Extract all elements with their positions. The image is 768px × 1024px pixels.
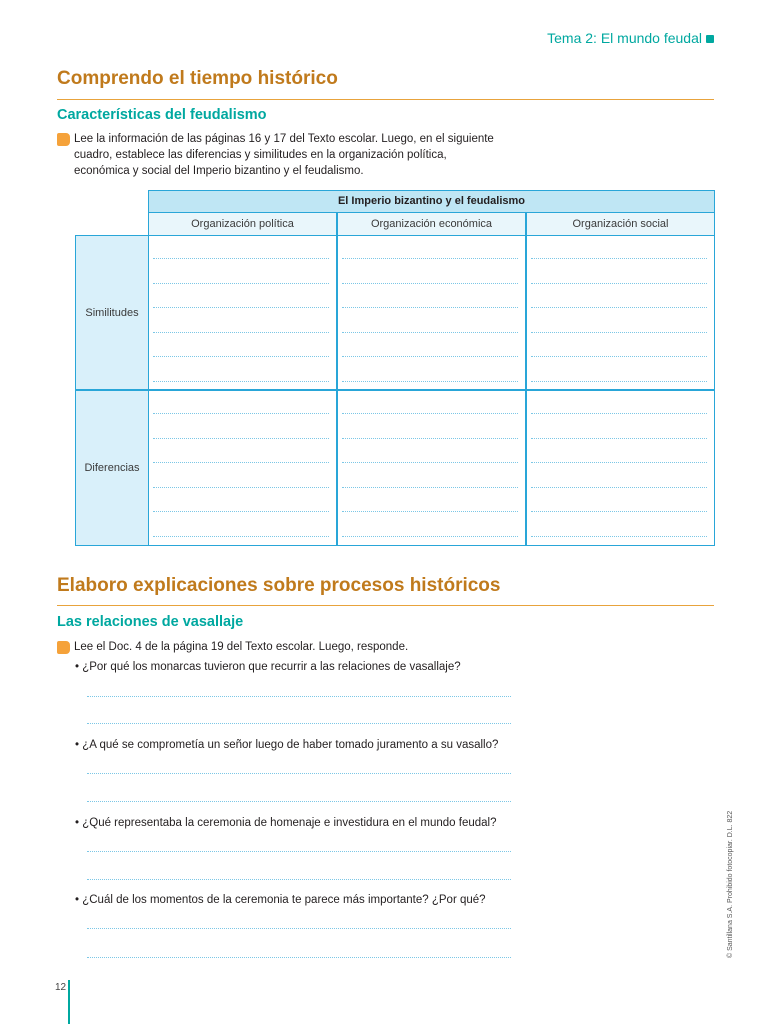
question-4: • ¿Cuál de los momentos de la ceremonia te parece más importante? ¿Por qué? bbox=[75, 894, 486, 906]
column-header-economica: Organización económica bbox=[337, 212, 526, 236]
writing-line bbox=[531, 536, 707, 537]
answer-line[interactable] bbox=[87, 723, 511, 724]
writing-line bbox=[342, 487, 518, 488]
instruction-line: cuadro, establece las diferencias y similitudes en la organización política, bbox=[74, 149, 447, 161]
page-number: 12 bbox=[55, 982, 67, 993]
writing-line bbox=[153, 307, 329, 308]
writing-line bbox=[531, 283, 707, 284]
writing-line bbox=[531, 258, 707, 259]
table-title: El Imperio bizantino y el feudalismo bbox=[148, 190, 715, 213]
answer-line[interactable] bbox=[87, 879, 511, 880]
writing-line bbox=[531, 487, 707, 488]
question-3: • ¿Qué representaba la ceremonia de homenaje e investidura en el mundo feudal? bbox=[75, 817, 497, 829]
instruction-text: Lee el Doc. 4 de la página 19 del Texto escolar. Luego, responde. bbox=[74, 641, 409, 653]
copyright-notice: © Santillana S.A. Prohibido fotocopiar. D.L. 822 bbox=[727, 810, 734, 958]
writing-line bbox=[153, 413, 329, 414]
writing-line bbox=[342, 413, 518, 414]
instruction-line: Lee la información de las páginas 16 y 17 del Texto escolar. Luego, en el siguiente bbox=[74, 133, 494, 145]
writing-line bbox=[342, 438, 518, 439]
activity-bullet-icon bbox=[57, 133, 70, 146]
writing-line bbox=[153, 356, 329, 357]
writing-line bbox=[153, 283, 329, 284]
writing-line bbox=[342, 307, 518, 308]
writing-line bbox=[342, 462, 518, 463]
writing-line bbox=[531, 356, 707, 357]
instruction-text bbox=[74, 131, 514, 179]
answer-line[interactable] bbox=[87, 696, 511, 697]
topic-marker-square bbox=[706, 35, 714, 43]
writing-line bbox=[153, 536, 329, 537]
writing-line bbox=[153, 462, 329, 463]
writing-line bbox=[531, 413, 707, 414]
column-header-social: Organización social bbox=[526, 212, 715, 236]
question-2: • ¿A qué se comprometía un señor luego de haber tomado juramento a su vasallo? bbox=[75, 739, 499, 751]
answer-line[interactable] bbox=[87, 773, 511, 774]
answer-line[interactable] bbox=[87, 928, 511, 929]
writing-line bbox=[153, 487, 329, 488]
subtitle-vasallaje: Las relaciones de vasallaje bbox=[57, 614, 244, 630]
writing-line bbox=[153, 381, 329, 382]
writing-line bbox=[153, 438, 329, 439]
writing-line bbox=[531, 462, 707, 463]
section-divider bbox=[57, 605, 714, 606]
writing-line bbox=[531, 307, 707, 308]
activity-bullet-icon bbox=[57, 641, 70, 654]
writing-line bbox=[531, 381, 707, 382]
writing-line bbox=[342, 283, 518, 284]
answer-line[interactable] bbox=[87, 801, 511, 802]
writing-line bbox=[342, 381, 518, 382]
answer-line[interactable] bbox=[87, 851, 511, 852]
topic-header: Tema 2: El mundo feudal bbox=[547, 30, 702, 46]
writing-line bbox=[153, 332, 329, 333]
writing-line bbox=[342, 511, 518, 512]
question-1: • ¿Por qué los monarcas tuvieron que recurrir a las relaciones de vasallaje? bbox=[75, 661, 461, 673]
writing-line bbox=[531, 332, 707, 333]
writing-line bbox=[342, 536, 518, 537]
page-margin-bar bbox=[68, 980, 70, 1024]
writing-line bbox=[342, 356, 518, 357]
writing-line bbox=[342, 332, 518, 333]
section-title-tiempo-historico: Comprendo el tiempo histórico bbox=[57, 68, 338, 89]
writing-line bbox=[153, 511, 329, 512]
writing-line bbox=[531, 511, 707, 512]
section-title-explicaciones: Elaboro explicaciones sobre procesos históricos bbox=[57, 575, 501, 596]
instruction-line: económica y social del Imperio bizantino y el feudalismo. bbox=[74, 165, 364, 177]
writing-line bbox=[342, 258, 518, 259]
answer-line[interactable] bbox=[87, 957, 511, 958]
section-divider bbox=[57, 99, 714, 100]
writing-line bbox=[153, 258, 329, 259]
writing-line bbox=[531, 438, 707, 439]
row-label-diferencias: Diferencias bbox=[75, 390, 149, 546]
subtitle-feudalismo: Características del feudalismo bbox=[57, 107, 267, 123]
row-label-similitudes: Similitudes bbox=[75, 235, 149, 390]
column-header-politica: Organización política bbox=[148, 212, 337, 236]
